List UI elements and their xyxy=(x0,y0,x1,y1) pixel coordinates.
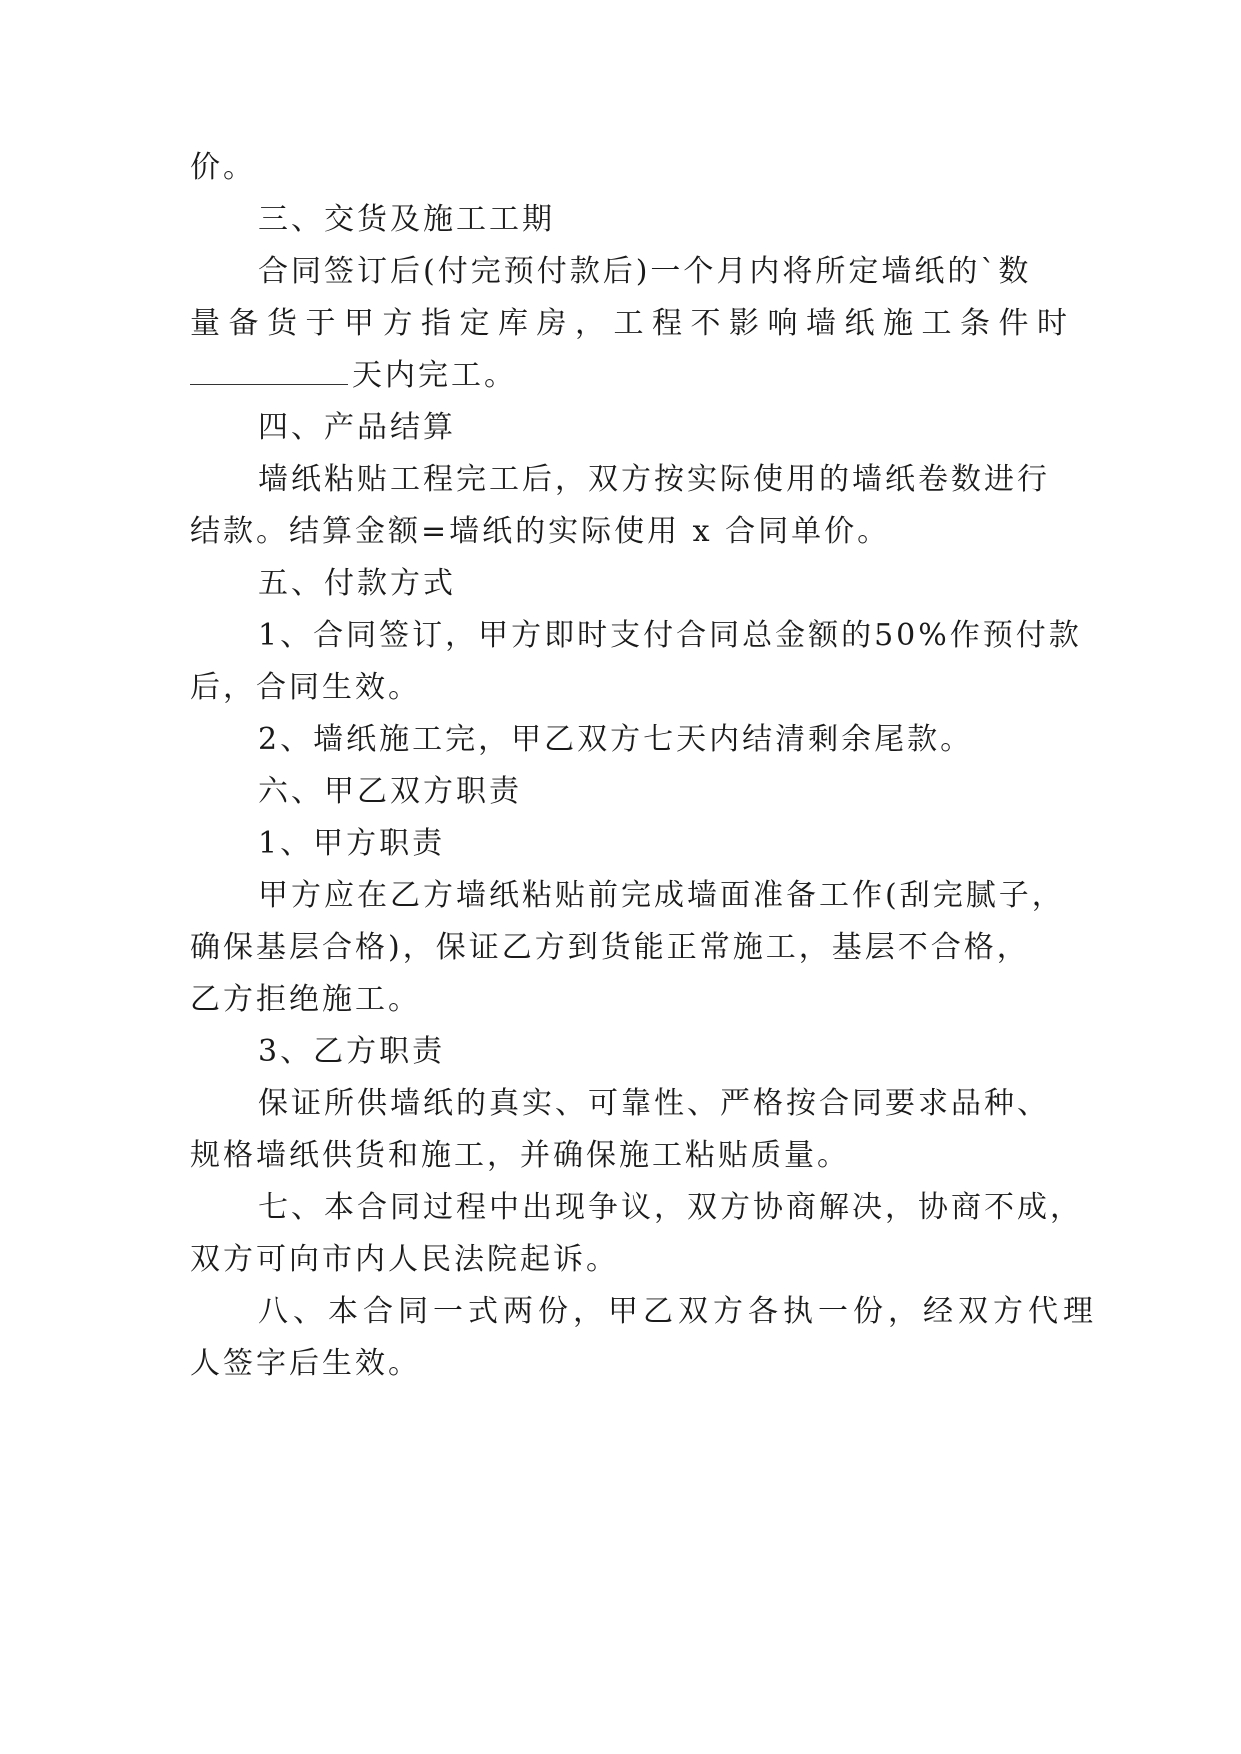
text-line: 确保基层合格)，保证乙方到货能正常施工，基层不合格， xyxy=(190,930,1030,965)
text-line: 后，合同生效。 xyxy=(190,670,421,705)
text-line: 乙方拒绝施工。 xyxy=(190,982,421,1017)
section-heading: 三、交货及施工工期 xyxy=(258,202,555,237)
text-line: 墙纸粘贴工程完工后，双方按实际使用的墙纸卷数进行 xyxy=(258,462,1050,497)
text-line: 价。 xyxy=(190,150,256,185)
text-line: 结款。结算金额=墙纸的实际使用 x 合同单价。 xyxy=(190,514,891,549)
text-line-with-blank xyxy=(190,356,517,396)
text-line: 甲方应在乙方墙纸粘贴前完成墙面准备工作(刮完腻子， xyxy=(258,878,1065,913)
text-line: 保证所供墙纸的真实、可靠性、严格按合同要求品种、 xyxy=(258,1086,1050,1121)
section-heading: 五、付款方式 xyxy=(258,566,456,601)
subsection-heading: 3、乙方职责 xyxy=(258,1034,446,1069)
text-line: 1、合同签订，甲方即时支付合同总金额的50%作预付款 xyxy=(258,618,1082,653)
section-heading: 八、本合同一式两份，甲乙双方各执一份，经双方代理 xyxy=(258,1294,1098,1329)
text-line: 2、墙纸施工完，甲乙双方七天内结清剩余尾款。 xyxy=(258,722,974,757)
text-line: 量备货于甲方指定库房，工程不影响墙纸施工条件时 xyxy=(190,306,1076,341)
text-line: 规格墙纸供货和施工，并确保施工粘贴质量。 xyxy=(190,1138,850,1173)
fill-in-blank xyxy=(190,362,348,385)
text-line: 合同签订后(付完预付款后)一个月内将所定墙纸的`数 xyxy=(258,254,1032,289)
section-heading: 七、本合同过程中出现争议，双方协商解决，协商不成， xyxy=(258,1190,1083,1225)
text-line: 人签字后生效。 xyxy=(190,1346,421,1381)
text-fragment: 天内完工。 xyxy=(352,358,517,393)
subsection-heading: 1、甲方职责 xyxy=(258,826,446,861)
text-line: 双方可向市内人民法院起诉。 xyxy=(190,1242,619,1277)
section-heading: 四、产品结算 xyxy=(258,410,456,445)
section-heading: 六、甲乙双方职责 xyxy=(258,774,522,809)
